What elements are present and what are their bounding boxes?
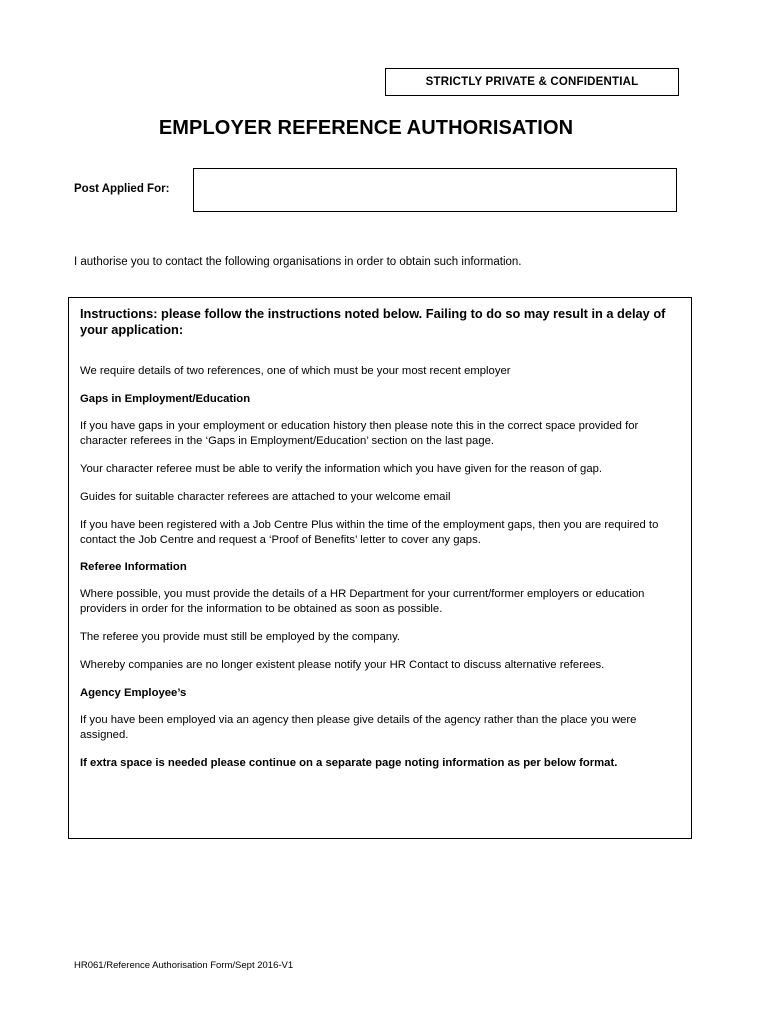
gaps-paragraph-3: Guides for suitable character referees are attached to your welcome email <box>80 491 451 503</box>
referee-heading: Referee Information <box>80 561 187 573</box>
confidential-label: STRICTLY PRIVATE & CONFIDENTIAL <box>385 68 679 96</box>
post-applied-label: Post Applied For: <box>74 183 170 195</box>
document-reference: HR061/Reference Authorisation Form/Sept 2016-V1 <box>74 960 294 971</box>
gaps-paragraph-4: If you have been registered with a Job Centre Plus within the time of the employment gaps, then you are required to contact the Job Centre and request a ‘Proof of Benefits’ letter to cover any gaps. <box>80 519 659 546</box>
gaps-paragraph-2: Your character referee must be able to verify the information which you have given for the reason of gap. <box>80 463 603 475</box>
gaps-paragraph-1: If you have gaps in your employment or education history then please note this in the correct space provided for character referees in the ‘Gaps in Employment/Education’ section on the last page. <box>80 420 639 447</box>
gaps-heading: Gaps in Employment/Education <box>80 393 251 405</box>
referee-paragraph-3: Whereby companies are no longer existent please notify your HR Contact to discuss alternative referees. <box>80 659 605 671</box>
agency-heading: Agency Employee’s <box>80 687 187 699</box>
referee-paragraph-2: The referee you provide must still be employed by the company. <box>80 631 401 643</box>
referee-paragraph-1: Where possible, you must provide the details of a HR Department for your current/former employers or education providers in order for the information to be obtained as soon as possible. <box>80 588 645 615</box>
authorisation-statement: I authorise you to contact the following organisations in order to obtain such information. <box>74 256 522 268</box>
two-references-text: We require details of two references, one of which must be your most recent employer <box>80 365 511 377</box>
extra-space-note: If extra space is needed please continue on a separate page noting information as per below format. <box>80 757 618 769</box>
instructions-heading: Instructions: please follow the instructions noted below. Failing to do so may result in a delay of your application: <box>80 306 666 337</box>
instructions-box <box>68 297 692 839</box>
post-applied-field[interactable] <box>193 168 677 212</box>
agency-paragraph: If you have been employed via an agency then please give details of the agency rather than the place you were assigned. <box>80 714 637 741</box>
page-title: EMPLOYER REFERENCE AUTHORISATION <box>158 117 574 139</box>
